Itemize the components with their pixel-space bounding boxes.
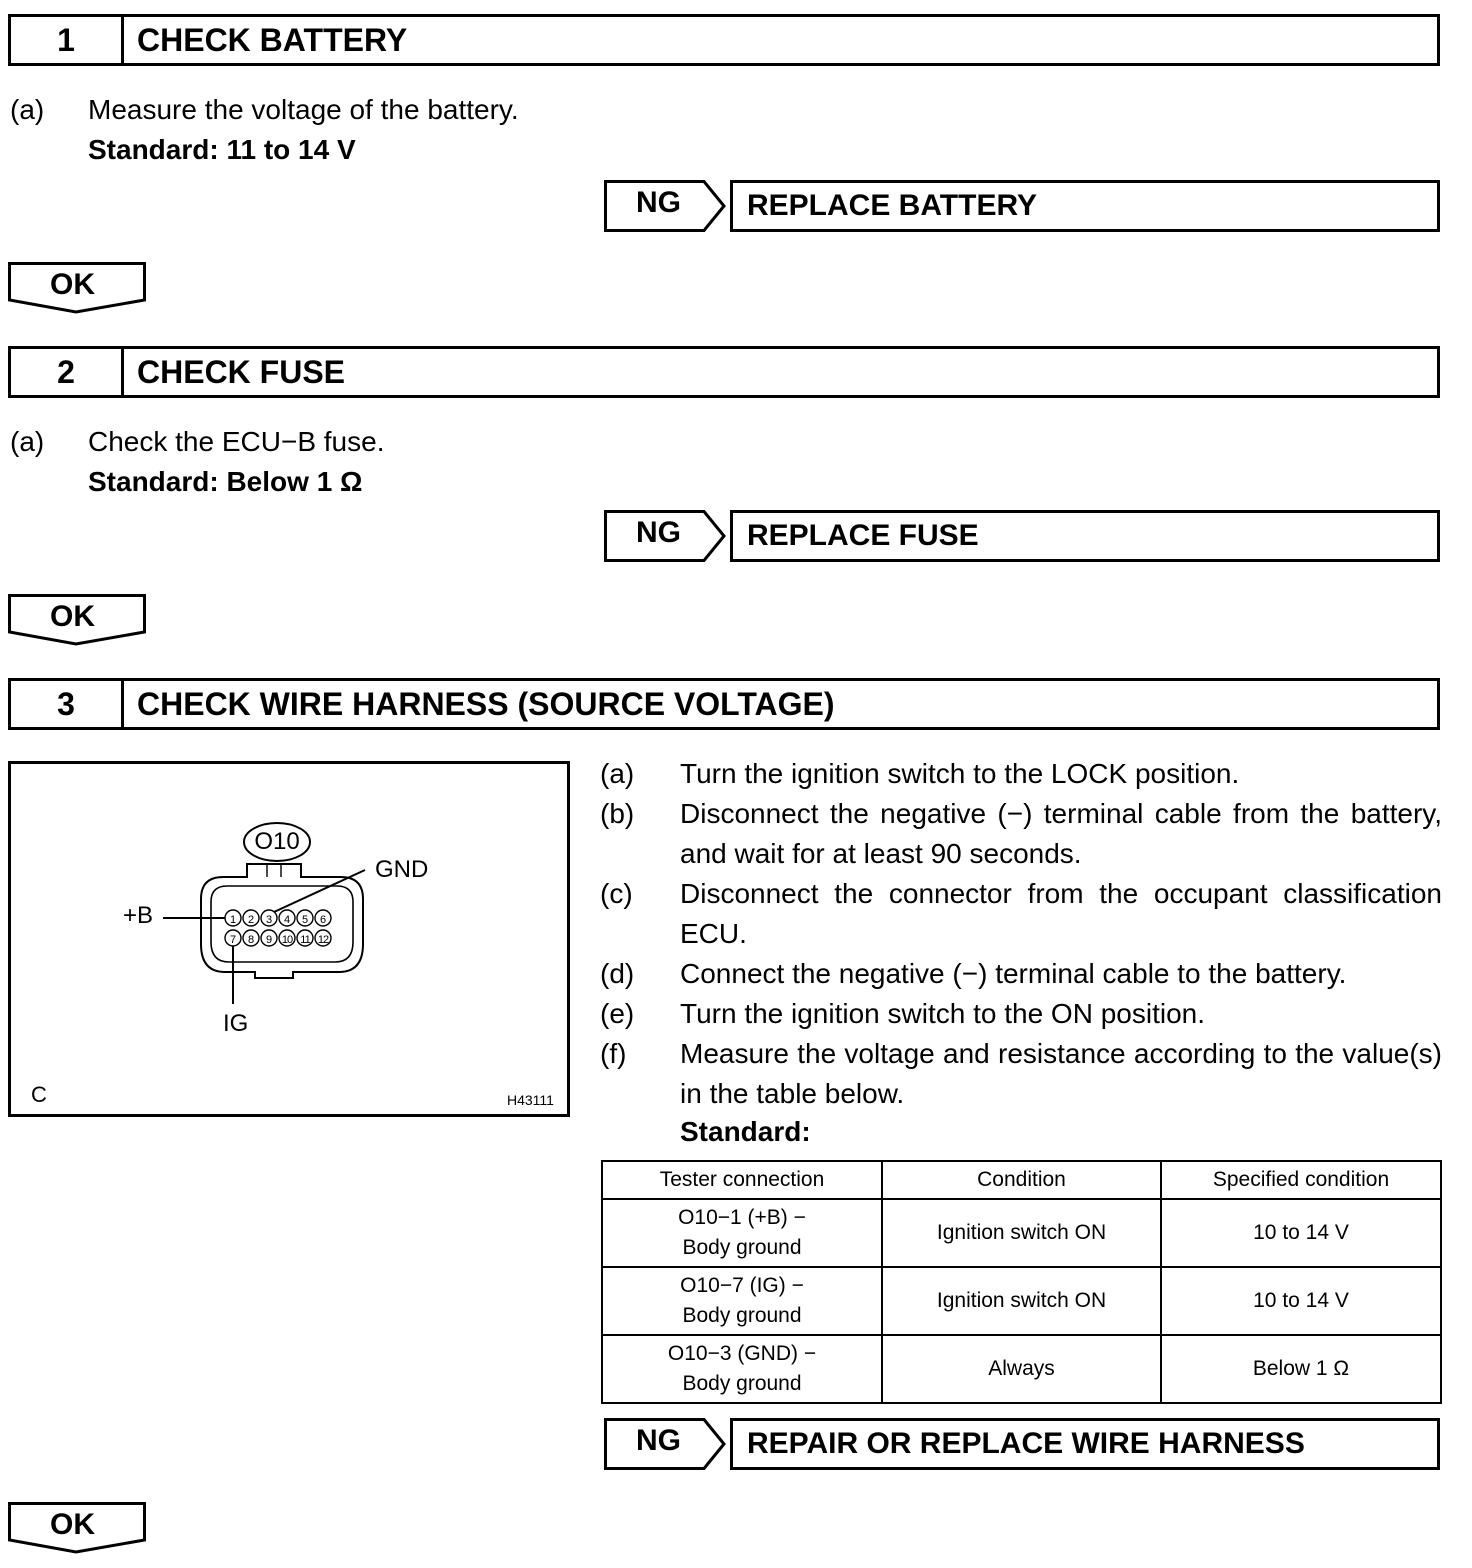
table-header: Tester connection (602, 1161, 882, 1199)
pin-number: 3 (265, 914, 273, 926)
table-cell: Below 1 Ω (1161, 1335, 1441, 1403)
pin-number: 4 (283, 914, 291, 926)
section-1-ng-action: REPLACE BATTERY (730, 180, 1440, 232)
connection-line: O10−1 (+B) − (678, 1206, 806, 1229)
pin-number: 5 (301, 914, 309, 926)
table-header-row (602, 1161, 1441, 1199)
section-3-step (600, 1034, 1442, 1114)
figure-id: H43111 (507, 1092, 554, 1108)
table-cell (602, 1267, 882, 1335)
pin-number: 1 (229, 914, 237, 926)
section-3-title: CHECK WIRE HARNESS (SOURCE VOLTAGE) (137, 685, 835, 722)
pin-number: 7 (229, 934, 237, 946)
step-text: Measure the voltage and resistance according to the value(s) in the table below. (680, 1038, 1442, 1109)
step-text: Turn the ignition switch to the ON position. (680, 998, 1205, 1029)
step-text: Turn the ignition switch to the LOCK position. (680, 758, 1240, 789)
table-cell (602, 1335, 882, 1403)
section-3-step (600, 954, 1442, 994)
section-2-ok-label: OK (50, 600, 95, 633)
step-text: Disconnect the connector from the occupant classification ECU. (680, 878, 1442, 949)
table-header: Specified condition (1161, 1161, 1441, 1199)
section-3-ng-action: REPAIR OR REPLACE WIRE HARNESS (730, 1418, 1440, 1470)
section-1-header (8, 14, 1440, 66)
section-1-step-label: (a) (10, 94, 45, 125)
section-2-number: 2 (11, 349, 124, 395)
label-gnd: GND (375, 856, 429, 883)
section-2-step-label: (a) (10, 426, 45, 457)
section-2-step-text: Check the ECU−B fuse. (88, 426, 385, 457)
table-cell: Ignition switch ON (882, 1267, 1161, 1335)
step-label: (b) (600, 798, 635, 829)
section-2-ng-label: NG (636, 516, 681, 549)
view-code: C (31, 1082, 47, 1107)
table-row (602, 1267, 1441, 1335)
step-text: Disconnect the negative (−) terminal cable from the battery, and wait for at least 90 seconds. (680, 798, 1442, 869)
table-row (602, 1335, 1441, 1403)
section-3-header (8, 678, 1440, 730)
label-ig: IG (223, 1010, 249, 1037)
section-1-standard: Standard: 11 to 14 V (88, 134, 356, 165)
section-3-standard: Standard: (680, 1116, 811, 1147)
section-3-step (600, 874, 1442, 954)
section-3-number: 3 (11, 681, 124, 727)
step-text: Connect the negative (−) terminal cable to the battery. (680, 958, 1347, 989)
pin-number: 9 (265, 934, 273, 946)
section-1-title: CHECK BATTERY (137, 21, 408, 58)
pin-number: 8 (247, 934, 255, 946)
section-2-header (8, 346, 1440, 398)
table-cell: 10 to 14 V (1161, 1199, 1441, 1267)
connection-line: Body ground (682, 1372, 802, 1395)
section-3-step (600, 994, 1442, 1034)
pin-number: 10 (281, 934, 293, 946)
step-label: (e) (600, 998, 635, 1029)
step-label: (f) (600, 1038, 627, 1069)
table-row (602, 1199, 1441, 1267)
section-2-ng-action: REPLACE FUSE (730, 510, 1440, 562)
connector-id-label: O10 (254, 828, 300, 855)
section-3-step (600, 754, 1442, 794)
table-cell (602, 1199, 882, 1267)
section-1-ng-label: NG (636, 186, 681, 219)
pin-numbers (223, 910, 343, 950)
section-3-ok-label: OK (50, 1508, 95, 1541)
pin-number: 6 (319, 914, 327, 926)
pin-number: 11 (300, 934, 310, 946)
label-b: +B (123, 902, 154, 929)
section-2-title: CHECK FUSE (137, 353, 346, 390)
connector-figure (8, 761, 570, 1117)
connection-line: Body ground (682, 1236, 802, 1259)
step-label: (a) (600, 758, 635, 789)
section-1-step-text: Measure the voltage of the battery. (88, 94, 519, 125)
pin-number: 12 (317, 934, 329, 946)
section-3-ng-label: NG (636, 1424, 681, 1457)
table-cell: 10 to 14 V (1161, 1267, 1441, 1335)
table-cell: Ignition switch ON (882, 1199, 1161, 1267)
spec-table (601, 1160, 1442, 1404)
connection-line: O10−7 (IG) − (680, 1274, 804, 1297)
connection-line: Body ground (682, 1304, 802, 1327)
pin-number: 2 (247, 914, 255, 926)
section-1-ok-label: OK (50, 268, 95, 301)
connection-line: O10−3 (GND) − (667, 1342, 817, 1365)
table-header: Condition (882, 1161, 1161, 1199)
section-1-number: 1 (11, 17, 124, 63)
section-3-step (600, 794, 1442, 874)
table-cell: Always (882, 1335, 1161, 1403)
section-2-standard: Standard: Below 1 Ω (88, 466, 363, 497)
step-label: (d) (600, 958, 635, 989)
step-label: (c) (600, 878, 633, 909)
